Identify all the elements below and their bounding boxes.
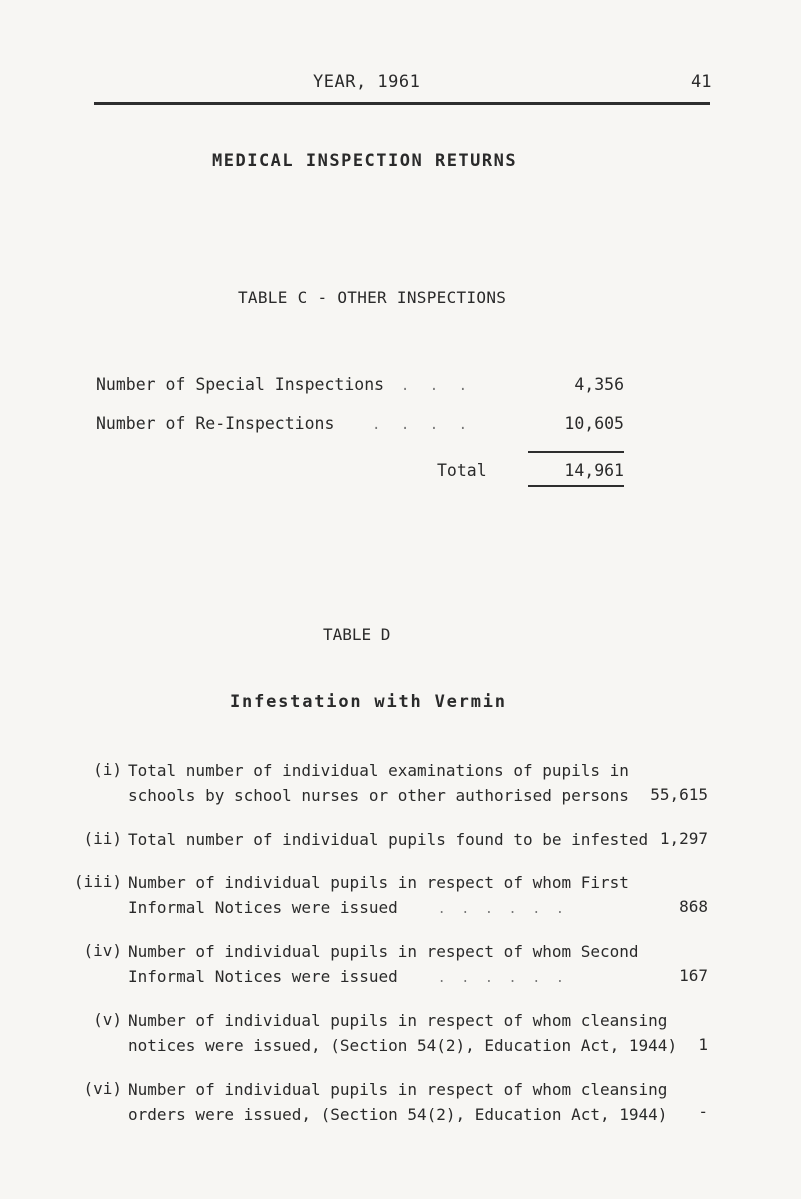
table-d-row-line: Number of individual pupils in respect of whom First [128,873,629,892]
table-d-row-dots: . . . . . . [437,902,568,917]
header-title: YEAR, 1961 [313,72,421,92]
table-d-row-line: Total number of individual pupils found to be infested [128,830,649,849]
table-c-row-value: 10,605 [564,414,624,433]
table-d-row-line: notices were issued, (Section 54(2), Education Act, 1944) [128,1036,678,1055]
table-d-row-line: Total number of individual examinations of pupils in [128,761,629,780]
table-d-row-number: (ii) [83,829,122,848]
table-d-row-text [128,870,629,922]
header-rule [94,102,710,105]
table-d-row-number: (iii) [73,872,122,891]
table-d-title: TABLE D [323,625,391,644]
table-c-title: TABLE C - OTHER INSPECTIONS [238,288,507,307]
table-c-row-label: Number of Re-Inspections [96,414,335,433]
table-d-row-line: Number of individual pupils in respect of whom Second [128,942,639,961]
table-c-row-value: 4,356 [574,375,624,394]
table-d-row-line: Informal Notices were issued [128,967,398,986]
table-d-row-number: (v) [93,1010,122,1029]
table-d-row-line: orders were issued, (Section 54(2), Education Act, 1944) [128,1105,668,1124]
table-d-row-text [128,827,648,852]
table-d-row-line: schools by school nurses or other authorised persons [128,786,629,805]
report-title: MEDICAL INSPECTION RETURNS [212,151,518,171]
page-number: 41 [691,72,712,92]
table-d-subtitle: Infestation with Vermin [230,692,507,712]
table-d-row-value: - [698,1102,708,1121]
table-d-row-line: Informal Notices were issued [128,898,398,917]
table-d-row-number: (iv) [83,941,122,960]
table-d-row-line-with-dots [128,895,629,922]
table-d-row-number: (vi) [83,1079,122,1098]
table-d-row-dots: . . . . . . [437,971,568,986]
table-d-row-value: 55,615 [650,785,708,804]
table-c-row-dots: . . . . [372,378,474,394]
table-d-row-text [128,758,629,808]
table-d-row-text [128,1077,667,1127]
table-c-total-value: 14,961 [564,461,624,480]
total-rule-top [528,451,624,453]
table-d-row-value: 1 [698,1035,708,1054]
table-d-row-line: Number of individual pupils in respect of whom cleansing [128,1080,668,1099]
table-d-row-value: 167 [679,966,708,985]
table-c-row-label: Number of Special Inspections [96,375,385,394]
table-d-row-number: (i) [93,760,122,779]
table-c-total-label: Total [437,461,487,480]
total-rule-bottom [528,485,624,487]
table-d-row-text [128,939,639,991]
table-d-row-line-with-dots [128,964,639,991]
table-c-row-dots: . . . . [372,417,474,433]
table-d-row-line: Number of individual pupils in respect of whom cleansing [128,1011,668,1030]
table-d-row-value: 1,297 [659,829,708,848]
table-d-row-value: 868 [679,897,708,916]
